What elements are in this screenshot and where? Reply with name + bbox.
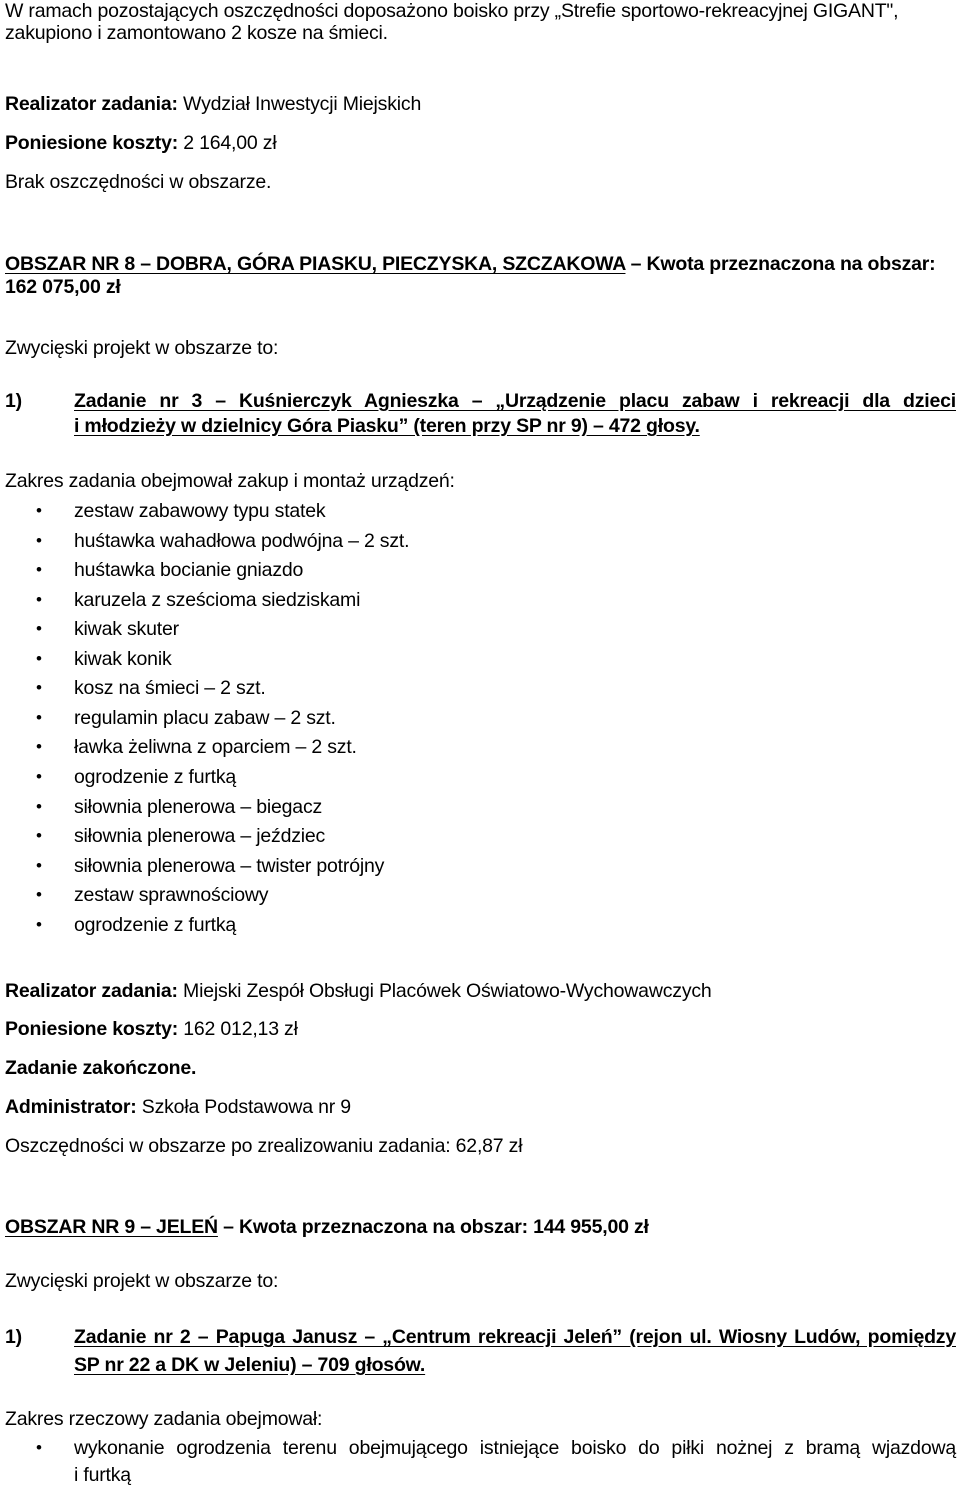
list-item: kosz na śmieci – 2 szt. xyxy=(74,677,266,699)
area8-project-number: 1) xyxy=(5,390,22,412)
area9-winner-intro: Zwycięski projekt w obszarze to: xyxy=(5,1270,279,1292)
list-item: huśtawka bocianie gniazdo xyxy=(74,559,304,581)
list-item: kiwak skuter xyxy=(74,618,179,640)
bullet-icon: • xyxy=(36,619,42,638)
area9-heading-amount: – Kwota przeznaczona na obszar: 144 955,00 zł xyxy=(217,1216,649,1238)
area9-item-line-1: wykonanie ogrodzenia terenu obejmującego istniejące boisko do piłki nożnej z bramą wjazdową xyxy=(74,1437,956,1459)
bullet-icon: • xyxy=(36,501,42,520)
area7-note: Brak oszczędności w obszarze. xyxy=(5,171,272,193)
list-item: ławka żeliwna z oparciem – 2 szt. xyxy=(74,736,357,758)
area9-scope-intro: Zakres rzeczowy zadania obejmował: xyxy=(5,1408,323,1430)
list-item: ogrodzenie z furtką xyxy=(74,766,237,788)
area9-project-line-1: Zadanie nr 2 – Papuga Janusz – „Centrum rekreacji Jeleń” (rejon ul. Wiosny Ludów, pomiędzy xyxy=(74,1326,956,1348)
area8-status: Zadanie zakończone. xyxy=(5,1057,197,1079)
area8-project-line-2: i młodzieży w dzielnicy Góra Piasku” (teren przy SP nr 9) – 472 głosy. xyxy=(74,415,700,437)
bullet-icon: • xyxy=(36,767,42,786)
intro-line-1: W ramach pozostających oszczędności doposażono boisko przy „Strefie sportowo-rekreacyjnej GIGANT", xyxy=(5,0,899,22)
area8-winner-intro: Zwycięski projekt w obszarze to: xyxy=(5,337,279,359)
list-item: huśtawka wahadłowa podwójna – 2 szt. xyxy=(74,530,410,552)
list-item: siłownia plenerowa – twister potrójny xyxy=(74,855,385,877)
list-item: ogrodzenie z furtką xyxy=(74,914,237,936)
bullet-icon: • xyxy=(36,678,42,697)
bullet-icon: • xyxy=(36,737,42,756)
admin-value: Szkoła Podstawowa nr 9 xyxy=(136,1096,351,1118)
area7-realizator xyxy=(5,93,421,115)
area8-heading-amount: 162 075,00 zł xyxy=(5,276,121,298)
bullet-icon: • xyxy=(36,531,42,550)
area8-scope-intro: Zakres zadania obejmował zakup i montaż urządzeń: xyxy=(5,470,455,492)
bullet-icon: • xyxy=(36,708,42,727)
bullet-icon: • xyxy=(36,560,42,579)
list-item: siłownia plenerowa – biegacz xyxy=(74,796,323,818)
admin-label: Administrator: xyxy=(5,1096,137,1118)
area8-savings: Oszczędności w obszarze po zrealizowaniu zadania: 62,87 zł xyxy=(5,1135,523,1157)
koszty-label: Poniesione koszty: xyxy=(5,1018,179,1040)
area8-project-line-1: Zadanie nr 3 – Kuśnierczyk Agnieszka – „Urządzenie placu zabaw i rekreacji dla dzieci xyxy=(74,390,956,412)
koszty-value: 162 012,13 zł xyxy=(178,1018,298,1040)
area9-heading-title: OBSZAR NR 9 – JELEŃ xyxy=(5,1216,218,1238)
realizator-value: Miejski Zespół Obsługi Placówek Oświatowo-Wychowawczych xyxy=(177,980,712,1002)
koszty-value: 2 164,00 zł xyxy=(178,132,277,154)
area8-heading-title: OBSZAR NR 8 – DOBRA, GÓRA PIASKU, PIECZYSKA, SZCZAKOWA xyxy=(5,253,626,275)
bullet-icon: • xyxy=(36,885,42,904)
koszty-label: Poniesione koszty: xyxy=(5,132,179,154)
area8-heading-amount-label: – Kwota przeznaczona na obszar: xyxy=(625,253,936,275)
area9-project-number: 1) xyxy=(5,1326,22,1348)
realizator-label: Realizator zadania: xyxy=(5,980,178,1002)
area9-project-line-2: SP nr 22 a DK w Jeleniu) – 709 głosów. xyxy=(74,1354,426,1376)
area7-koszty xyxy=(5,132,276,154)
list-item: karuzela z sześcioma siedziskami xyxy=(74,589,361,611)
list-item: zestaw zabawowy typu statek xyxy=(74,500,326,522)
realizator-value: Wydział Inwestycji Miejskich xyxy=(177,93,422,115)
bullet-icon: • xyxy=(36,649,42,668)
bullet-icon: • xyxy=(36,826,42,845)
bullet-icon: • xyxy=(36,915,42,934)
area8-koszty xyxy=(5,1018,298,1040)
list-item: zestaw sprawnościowy xyxy=(74,884,269,906)
realizator-label: Realizator zadania: xyxy=(5,93,178,115)
list-item: kiwak konik xyxy=(74,648,172,670)
list-item: siłownia plenerowa – jeździec xyxy=(74,825,326,847)
area8-admin xyxy=(5,1096,351,1118)
intro-line-2: zakupiono i zamontowano 2 kosze na śmieci. xyxy=(5,22,388,44)
bullet-icon: • xyxy=(36,797,42,816)
bullet-icon: • xyxy=(36,1438,42,1457)
area9-item-line-2: i furtką xyxy=(74,1464,131,1486)
area8-realizator xyxy=(5,980,712,1002)
bullet-icon: • xyxy=(36,590,42,609)
area8-heading xyxy=(5,253,935,275)
bullet-icon: • xyxy=(36,856,42,875)
area9-heading xyxy=(5,1216,649,1238)
list-item: regulamin placu zabaw – 2 szt. xyxy=(74,707,336,729)
